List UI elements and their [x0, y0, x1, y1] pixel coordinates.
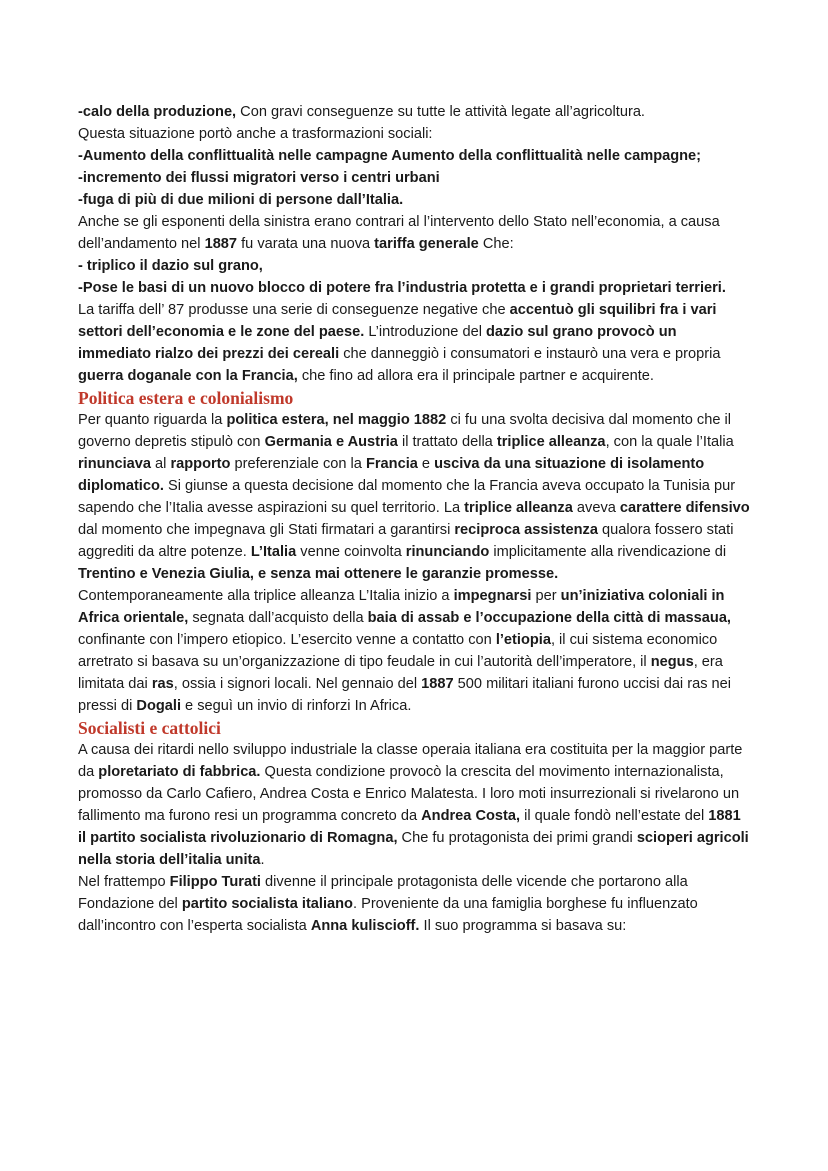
bold-text-run: 1887	[204, 236, 238, 252]
bold-text-run: politica estera, nel maggio 1882	[226, 412, 447, 428]
bold-text-run: accentuò gli squilibri fra i vari settori dell’economia e le zone del paese.	[78, 302, 717, 340]
section-heading-politica-estera: Politica estera e colonialismo	[78, 388, 294, 408]
bold-text-run: scioperi agricoli nella storia dell’italia unita	[78, 830, 749, 868]
bold-text-run: rinunciava	[78, 456, 151, 472]
text-run: Nel frattempo	[78, 874, 170, 890]
bold-text-run: rinunciando	[405, 544, 490, 560]
bold-text-run: Andrea Costa,	[421, 808, 521, 824]
text-run: Che:	[478, 236, 514, 252]
bold-text-run: L’Italia	[250, 544, 297, 560]
bold-text-run: - triplico il dazio sul grano,	[78, 258, 263, 274]
bold-text-run: Trentino e Venezia Giulia, e senza mai ottenere le garanzie promesse.	[78, 566, 559, 582]
paragraph	[78, 189, 750, 211]
text-run: . Proveniente da una famiglia borghese fu influenzato dall’incontro con l’esperta socialista	[78, 896, 698, 934]
text-run: il trattato della	[397, 434, 497, 450]
bold-text-run: 1887	[421, 676, 454, 692]
paragraph	[78, 871, 750, 937]
bold-text-run: l’etiopia	[495, 632, 551, 648]
paragraph	[78, 409, 750, 585]
text-run: fu varata una nuova	[237, 236, 375, 252]
paragraph	[78, 211, 750, 255]
text-run: La tariffa dell’ 87 produsse una serie di conseguenze negative che	[78, 302, 510, 318]
bold-text-run: rapporto	[170, 456, 231, 472]
section-socialisti	[78, 739, 750, 937]
text-run: .	[260, 852, 265, 868]
bold-text-run: -fuga di più di due milioni di persone dall’Italia.	[78, 192, 404, 208]
bold-text-run: un’iniziativa coloniali in Africa orientale,	[78, 588, 725, 626]
paragraph	[78, 739, 750, 871]
section-agricoltura	[78, 101, 750, 387]
bold-text-run: usciva da una situazione di isolamento diplomatico.	[78, 456, 705, 494]
text-run: divenne il principale protagonista delle vicende che portarono alla Fondazione del	[78, 874, 688, 912]
text-run: preferenziale con la	[230, 456, 366, 472]
text-run: Questa situazione portò anche a trasformazioni sociali:	[78, 126, 433, 142]
bold-text-run: Germania e Austria	[264, 434, 398, 450]
bold-text-run: 1881 il partito socialista rivoluzionario di Romagna,	[78, 808, 741, 846]
bold-text-run: Francia	[365, 456, 418, 472]
text-run: per	[531, 588, 561, 604]
bold-text-run: triplice alleanza	[464, 500, 573, 516]
text-run: Questa condizione provocò la crescita del movimento internazionalista, promosso da Carlo Cafiero, Andrea Costa e Enrico Malatesta. I loro moti insurrezionali si rivelarono un fallimento ma furono resi un programma concreto da	[78, 764, 740, 824]
text-run: Si giunse a questa decisione dal momento che la Francia aveva occupato la Tunisia pur sapendo che l’Italia avesse aspirazioni su quel territorio. La	[78, 478, 736, 516]
bold-text-run: reciproca assistenza	[454, 522, 598, 538]
text-run: Anche se gli esponenti della sinistra erano contrari al l’intervento dello Stato nell’economia, a causa dell’andamento nel	[78, 214, 720, 252]
bold-text-run: ras	[151, 676, 174, 692]
text-run: che danneggiò i consumatori e instaurò una vera e propria	[339, 346, 721, 362]
bold-text-run: triplice alleanza	[496, 434, 606, 450]
text-run: aveva	[572, 500, 620, 516]
text-run: e seguì un invio di rinforzi In Africa.	[181, 698, 412, 714]
paragraph	[78, 167, 750, 189]
text-run: venne coinvolta	[296, 544, 406, 560]
text-run: al	[151, 456, 171, 472]
bold-text-run: -Pose le basi di un nuovo blocco di potere fra l’industria protetta e i grandi proprietari terrieri.	[78, 280, 726, 296]
text-run: confinante con l’impero etiopico. L’esercito venne a contatto con	[78, 632, 496, 648]
section-politica-estera	[78, 409, 750, 717]
text-run: il quale fondò nell’estate del	[520, 808, 709, 824]
text-run: segnata dall’acquisto della	[188, 610, 368, 626]
text-run: , con la quale l’Italia	[605, 434, 734, 450]
text-run: dal momento che impegnava gli Stati firmatari a garantirsi	[78, 522, 455, 538]
text-run: Contemporaneamente alla triplice alleanza L’Italia inizio a	[78, 588, 454, 604]
text-run: implicitamente alla rivendicazione di	[489, 544, 727, 560]
bold-text-run: carattere difensivo	[619, 500, 750, 516]
paragraph	[78, 585, 750, 717]
text-run: L’introduzione del	[364, 324, 486, 340]
text-run: , il cui sistema economico arretrato si basava su un’organizzazione di tipo feudale in cui l’autorità dell’imperatore, il	[78, 632, 718, 670]
text-run: Il suo programma si basava su:	[419, 918, 627, 934]
text-run: qualora fossero stati aggrediti da altre potenze.	[78, 522, 734, 560]
bold-text-run: partito socialista italiano	[181, 896, 353, 912]
text-run: Per quanto riguarda la	[78, 412, 227, 428]
bold-text-run: impegnarsi	[453, 588, 532, 604]
bold-text-run: baia di assab e l’occupazione della città di massaua,	[367, 610, 731, 626]
bold-text-run: -Aumento della conflittualità nelle campagne Aumento della conflittualità nelle campagne;	[78, 148, 702, 164]
text-run: che fino ad allora era il principale partner e acquirente.	[297, 368, 654, 384]
text-run: 500 militari italiani furono uccisi dai ras nei pressi di	[78, 676, 732, 714]
bold-text-run: -calo della produzione,	[78, 104, 237, 120]
bold-text-run: Filippo Turati	[169, 874, 261, 890]
paragraph	[78, 123, 750, 145]
bold-text-run: -incremento dei flussi migratori verso i centri urbani	[78, 170, 440, 186]
text-run: A causa dei ritardi nello sviluppo industriale la classe operaia italiana era costituita per la maggior parte da	[78, 742, 743, 780]
paragraph	[78, 145, 750, 167]
paragraph	[78, 101, 750, 123]
paragraph	[78, 255, 750, 277]
document-body	[78, 101, 750, 937]
paragraph	[78, 299, 750, 387]
section-heading-socialisti: Socialisti e cattolici	[78, 718, 221, 738]
bold-text-run: ploretariato di fabbrica.	[98, 764, 261, 780]
text-run: Con gravi conseguenze su tutte le attività legate all’agricoltura.	[236, 104, 645, 120]
text-run: e	[417, 456, 435, 472]
text-run: , era limitata dai	[78, 654, 723, 692]
paragraph	[78, 277, 750, 299]
bold-text-run: Dogali	[136, 698, 181, 714]
bold-text-run: negus	[650, 654, 694, 670]
bold-text-run: guerra doganale con la Francia,	[78, 368, 298, 384]
bold-text-run: Anna kuliscioff.	[310, 918, 420, 934]
bold-text-run: dazio sul grano provocò un immediato rialzo dei prezzi dei cereali	[78, 324, 677, 362]
text-run: ci fu una svolta decisiva dal momento che il governo depretis stipulò con	[78, 412, 732, 450]
text-run: Che fu protagonista dei primi grandi	[397, 830, 637, 846]
text-run: , ossia i signori locali. Nel gennaio del	[173, 676, 422, 692]
bold-text-run: tariffa generale	[374, 236, 479, 252]
